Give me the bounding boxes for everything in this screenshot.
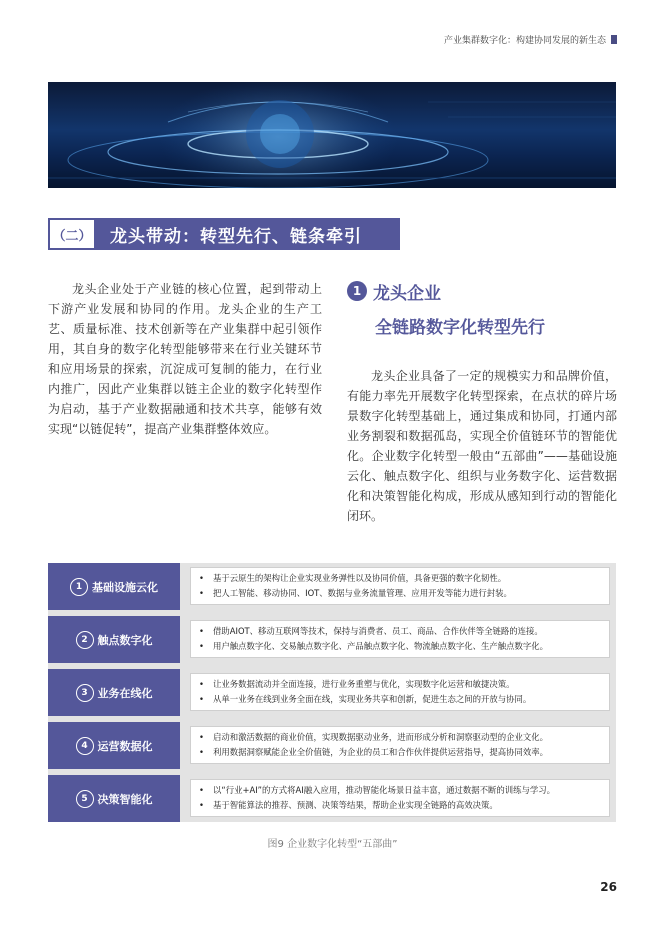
step-title-2: 触点数字化 [97,633,153,647]
subsection-heading [347,279,545,337]
step-label-5 [48,775,180,822]
bullet: • 基于云原生的架构让企业实现业务弹性以及协同价值，具备更强的数字化韧性。 [199,571,601,586]
header-square-mark [611,35,617,44]
bullet: • 以“行业+AI”的方式将AI融入应用，推动智能化场景日益丰富，通过数据不断的训练与学习。 [199,783,601,798]
left-paragraph: 龙头企业处于产业链的核心位置，起到带动上下游产业发展和协同的作用。龙头企业的生产工艺、质量标准、技术创新等在产业集群中起引领作用，其自身的数字化转型能够带来在行业关键环节和应用场景的探索，沉淀成可复制的能力，在行业内推广，因此产业集群以链主企业的数字化转型作为启动，基于产业数据融通和技术共享，能够有效实现“以链促转”，提高产业集群整体效应。 [48,282,322,436]
banner-graphic [48,82,616,188]
subsection-title-line1: 龙头企业 [373,283,441,304]
bullet: • 基于智能算法的推荐、预测、决策等结果，帮助企业实现全链路的高效决策。 [199,798,601,813]
step-number-4: 4 [76,737,94,755]
running-header-text: 产业集群数字化：构建协同发展的新生态 [443,36,606,46]
step-title-4: 运营数据化 [97,739,153,753]
step-number-3: 3 [76,684,94,702]
step-label-1 [48,563,180,610]
right-paragraph: 龙头企业具备了一定的规模实力和品牌价值，有能力率先开展数字化转型探索，在点状的碎片场景数字化转型基础上，通过集成和协同，打通内部业务割裂和数据孤岛，实现全价值链环节的智能优化。企业数字化转型一般由“五部曲”——基础设施云化、触点数字化、组织与业务数字化、运营数据化和决策智能化构成，形成从感知到行动的智能化闭环。 [347,369,617,523]
diagram-row-1 [48,563,616,610]
step-label-2 [48,616,180,663]
step-description-1 [190,567,610,605]
bullet: • 利用数据洞察赋能企业全价值链，为企业的员工和合作伙伴提供运营指导，提高协同效率。 [199,745,601,760]
subsection-number: 1 [347,281,367,301]
step-label-4 [48,722,180,769]
diagram-row-2 [48,616,616,663]
running-header [444,33,617,46]
bullet: • 借助AIOT、移动互联网等技术，保持与消费者、员工、商品、合作伙伴等全链路的连接。 [199,624,601,639]
step-description-4 [190,726,610,764]
bullet: • 把人工智能、移动协同、IOT、数据与业务流量管理、应用开发等能力进行封装。 [199,586,601,601]
bullet: • 用户触点数字化、交易触点数字化、产品触点数字化、物流触点数字化、生产触点数字化。 [199,639,601,654]
step-number-2: 2 [76,631,94,649]
five-steps-diagram [48,563,616,822]
bullet: • 启动和激活数据的商业价值，实现数据驱动业务，进而形成分析和洞察驱动型的企业文化。 [199,730,601,745]
diagram-row-5 [48,775,616,822]
bullet: • 让业务数据流动并全面连接，进行业务重塑与优化，实现数字化运营和敏捷决策。 [199,677,601,692]
step-number-1: 1 [70,578,88,596]
step-title-1: 基础设施云化 [92,580,158,594]
subsection-title-line2: 全链路数字化转型先行 [375,317,545,338]
step-description-2 [190,620,610,658]
step-number-5: 5 [76,790,94,808]
section-number: （二） [48,218,96,250]
step-description-3 [190,673,610,711]
bullet: • 从单一业务在线到业务全面在线，实现业务共享和创新，促进生态之间的开放与协同。 [199,692,601,707]
page-number: 26 [600,880,617,894]
banner-image [48,82,616,188]
step-label-3 [48,669,180,716]
diagram-row-3 [48,669,616,716]
step-title-5: 决策智能化 [97,792,153,806]
figure-caption: 图9 企业数字化转型“五部曲” [267,839,398,850]
step-description-5 [190,779,610,817]
diagram-row-4 [48,722,616,769]
section-title: 龙头带动：转型先行、链条牵引 [96,218,400,250]
section-heading [48,218,400,250]
step-title-3: 业务在线化 [97,686,153,700]
